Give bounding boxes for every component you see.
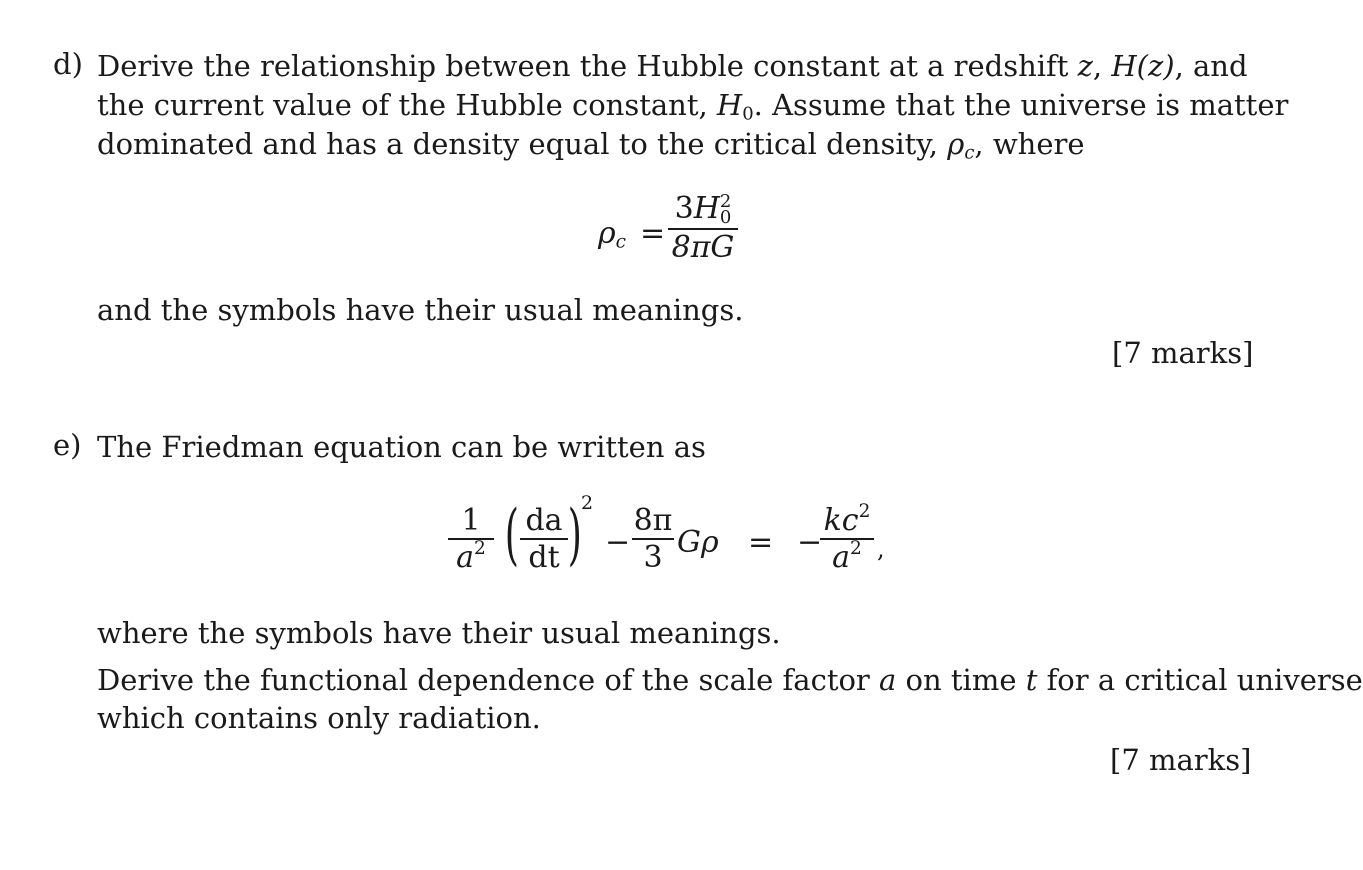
- friedman-f4-den-a: a: [832, 540, 851, 575]
- part-d-line-2-text-a: the current value of the Hubble constant,: [97, 88, 717, 122]
- eq-num-superscript: 2: [719, 190, 732, 212]
- part-e-line-2-text-b: on time: [896, 663, 1026, 697]
- friedman-f1-den-sup: 2: [474, 537, 486, 559]
- part-e-intro: The Friedman equation can be written as: [97, 430, 706, 464]
- part-d-hubble-argument: (z): [1136, 49, 1175, 83]
- friedman-f4-numerator: [820, 500, 874, 538]
- friedman-rhs-minus: −: [797, 525, 823, 560]
- friedman-f1-den-a: a: [456, 540, 475, 575]
- friedman-f2-numerator: da: [525, 503, 563, 538]
- part-d-line-3-text-a: dominated and has a density equal to the critical density,: [97, 127, 948, 161]
- friedman-f4-den-sup: 2: [850, 537, 862, 559]
- part-d-after-text: and the symbols have their usual meanings.: [97, 293, 744, 327]
- critical-density-lhs: [598, 215, 626, 253]
- friedman-f3-numerator: 8π: [633, 503, 673, 538]
- part-e-label: e): [53, 428, 82, 462]
- friedman-f4-denominator: [820, 537, 874, 576]
- critical-density-equals: =: [640, 216, 666, 251]
- part-d-line-3-text-b: , where: [974, 127, 1085, 161]
- eq-rho-symbol: ρ: [598, 216, 616, 251]
- friedman-f2-denominator: dt: [528, 540, 560, 575]
- part-d-rho-symbol: ρ: [947, 127, 965, 161]
- part-e-marks: [7 marks]: [1110, 743, 1252, 777]
- part-d-line-1-sep: ,: [1092, 49, 1112, 83]
- right-paren: ): [567, 496, 582, 573]
- part-d-line-1-text-c: , and: [1174, 49, 1248, 83]
- friedman-equals: =: [748, 525, 774, 560]
- critical-density-numerator: [668, 190, 738, 228]
- eq-rho-subscript: c: [615, 231, 627, 253]
- eq-num-hubble: H: [693, 191, 720, 226]
- part-d-marks: [7 marks]: [1112, 336, 1254, 370]
- friedman-f4-num-kc: kc: [823, 503, 859, 538]
- part-d-line-2-text-b: . Assume that the universe is matter: [753, 88, 1289, 122]
- friedman-paren-superscript: 2: [581, 492, 594, 514]
- friedman-minus: −: [605, 525, 631, 560]
- friedman-fraction-1: [448, 504, 494, 576]
- friedman-fraction-3: [632, 504, 674, 576]
- part-e-line-3: which contains only radiation.: [97, 701, 541, 735]
- friedman-comma: ,: [877, 535, 885, 563]
- part-d-line-2: [97, 86, 1288, 124]
- eq-num-scripts: [719, 190, 732, 228]
- friedman-f3-denominator: 3: [643, 540, 663, 575]
- critical-density-fraction: [668, 190, 738, 266]
- part-e-line-2: [97, 661, 1363, 699]
- part-d-hubble-symbol: H: [1111, 49, 1137, 83]
- critical-density-denominator: 8πG: [671, 230, 735, 265]
- part-d-label: d): [53, 47, 83, 81]
- part-d-line-1-text-a: Derive the relationship between the Hubble constant at a redshift: [97, 49, 1078, 83]
- part-d-line-1: [97, 47, 1248, 85]
- part-d-line-3: [97, 125, 1085, 163]
- scale-factor-symbol: a: [879, 663, 897, 697]
- eq-num-coefficient: 3: [674, 191, 694, 226]
- eq-num-subscript: 0: [719, 207, 732, 228]
- friedman-f4-num-sup: 2: [858, 500, 871, 522]
- friedman-fraction-2: [520, 504, 568, 576]
- left-paren: (: [504, 496, 519, 573]
- time-symbol: t: [1025, 663, 1038, 697]
- friedman-f1-numerator: 1: [461, 503, 481, 538]
- friedman-fraction-4: [820, 500, 874, 576]
- part-d-h0-subscript: 0: [742, 103, 754, 125]
- part-d-rho-subscript: c: [964, 142, 975, 164]
- friedman-G-rho: Gρ: [677, 525, 719, 560]
- part-e-line-2-text-c: for a critical universe: [1037, 663, 1363, 697]
- part-e-line-1: where the symbols have their usual meanings.: [97, 616, 781, 650]
- part-d-h0-symbol: H: [716, 88, 743, 122]
- part-e-line-2-text-a: Derive the functional dependence of the scale factor: [97, 663, 880, 697]
- part-d-redshift-symbol: z: [1077, 49, 1093, 83]
- friedman-f1-denominator: [448, 537, 494, 576]
